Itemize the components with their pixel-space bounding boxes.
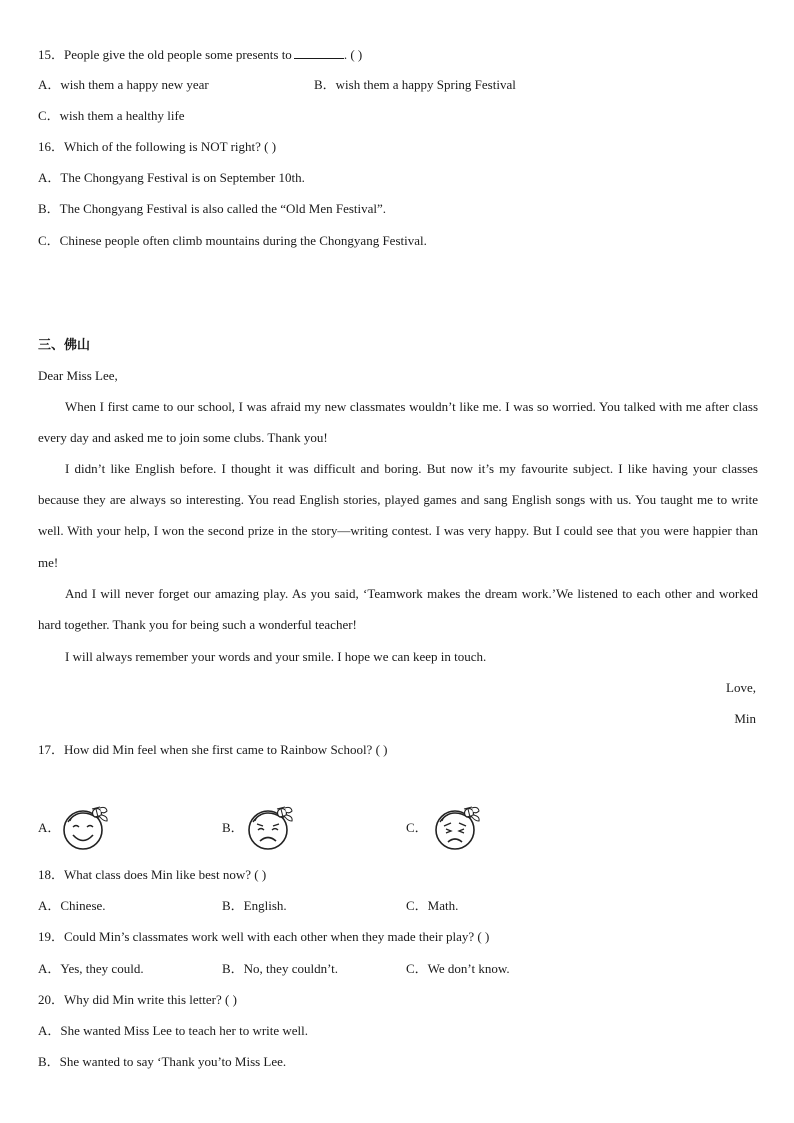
q15-option-a[interactable]: A．wish them a happy new year — [38, 77, 209, 92]
q16-stem: 16．Which of the following is NOT right? ( ) — [38, 139, 277, 154]
q18-option-a[interactable]: A．Chinese. — [38, 898, 106, 913]
q18-option-b[interactable]: B．English. — [222, 898, 287, 913]
q19-option-a[interactable]: A．Yes, they could. — [38, 961, 144, 976]
q19-stem: 19．Could Min’s classmates work well with each other when they made their play? ( ) — [38, 929, 490, 944]
answer-blank[interactable] — [294, 46, 344, 59]
section-title: 三、佛山 — [38, 338, 91, 353]
q20-stem: 20．Why did Min write this letter? ( ) — [38, 992, 237, 1007]
sad-face-icon[interactable] — [245, 804, 299, 852]
q16-option-a[interactable]: A．The Chongyang Festival is on September 10th. — [38, 170, 305, 185]
letter-paragraph-3: And I will never forget our amazing play. As you said, ‘Teamwork makes the dream work.’We listened to each other and worked hard together. Thank you for being such a wonderful teacher! — [38, 586, 758, 633]
q15-option-b[interactable]: B．wish them a happy Spring Festival — [314, 77, 516, 92]
happy-face-icon[interactable] — [60, 804, 114, 852]
letter-signature: Min — [734, 711, 756, 726]
q17-option-b-label: B． — [222, 820, 244, 835]
worried-face-icon[interactable] — [432, 804, 486, 852]
q17-option-a-label: A． — [38, 820, 61, 835]
letter-paragraph-4: I will always remember your words and your smile. I hope we can keep in touch. — [65, 649, 487, 664]
q15-option-c[interactable]: C．wish them a healthy life — [38, 108, 185, 123]
q17-option-a[interactable] — [38, 820, 60, 836]
q18-stem: 18．What class does Min like best now? ( ) — [38, 867, 267, 882]
q17-option-b[interactable] — [222, 820, 244, 836]
letter-paragraph-2: I didn’t like English before. I thought it was difficult and boring. But now it’s my favourite subject. I like having your classes because they are always so interesting. You read English stories, played games and sang English songs with us. You taught me to write well. With your help, I won the second prize in the story—writing contest. I was very happy. But I could see that you were happier than me! — [38, 461, 758, 570]
q20-option-a[interactable]: A．She wanted Miss Lee to teach her to write well. — [38, 1023, 309, 1038]
letter-greeting: Dear Miss Lee, — [38, 368, 118, 383]
q18-option-c[interactable]: C．Math. — [406, 898, 459, 913]
q19-option-c[interactable]: C．We don’t know. — [406, 961, 510, 976]
letter-closing: Love, — [726, 680, 756, 695]
q17-stem: 17．How did Min feel when she first came to Rainbow School? ( ) — [38, 742, 388, 757]
q19-option-b[interactable]: B．No, they couldn’t. — [222, 961, 339, 976]
q20-option-b[interactable]: B．She wanted to say ‘Thank you’to Miss Lee. — [38, 1054, 287, 1069]
q16-option-c[interactable]: C．Chinese people often climb mountains during the Chongyang Festival. — [38, 233, 427, 248]
q15-stem: 15．People give the old people some presents to . ( ) — [38, 47, 363, 62]
q17-option-c-label: C． — [406, 820, 428, 835]
q17-option-c[interactable] — [406, 820, 428, 836]
q16-option-b[interactable]: B．The Chongyang Festival is also called the “Old Men Festival”. — [38, 201, 387, 216]
letter-paragraph-1: When I first came to our school, I was afraid my new classmates wouldn’t like me. I was so worried. You talked with me after class every day and asked me to join some clubs. Thank you! — [38, 399, 758, 446]
